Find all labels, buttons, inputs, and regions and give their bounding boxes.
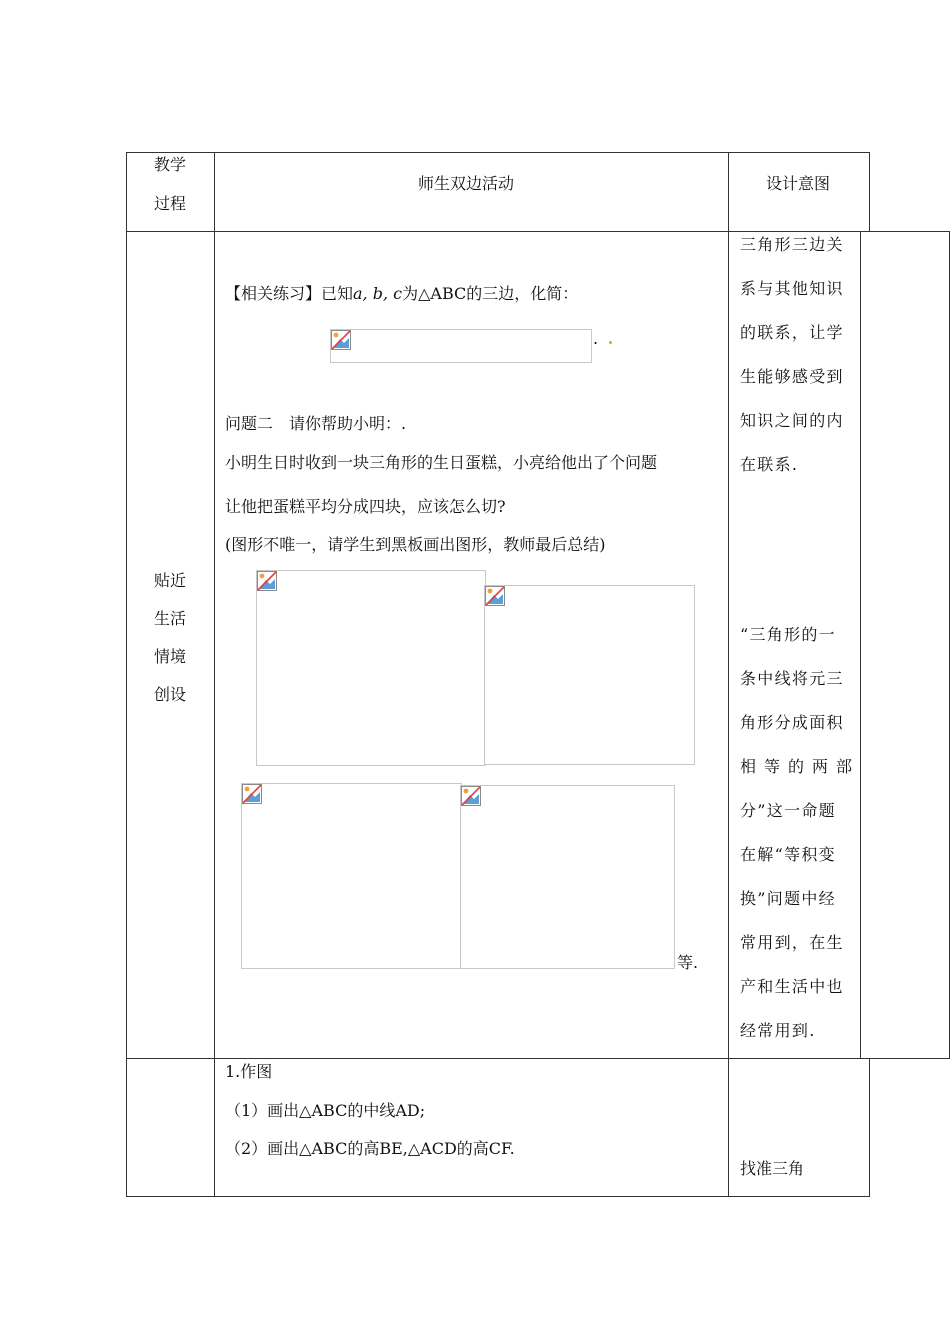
process-label-4: 创设 xyxy=(154,685,187,704)
intent2-line8: 常用到，在生 xyxy=(740,933,844,952)
row1-inner-right-border xyxy=(860,231,861,1059)
exercise-prefix: 【相关练习】已知 xyxy=(225,284,354,303)
process-label-2: 生活 xyxy=(154,609,187,628)
row2-right-border xyxy=(869,1058,870,1197)
broken-image-icon xyxy=(331,330,351,350)
intent2-line7: 换”问题中经 xyxy=(740,889,836,908)
question2-title: 问题二 请你帮助小明：. xyxy=(225,414,407,433)
cake-figure-4 xyxy=(460,785,675,969)
header-process-line2: 过程 xyxy=(154,194,187,213)
question2-line2: 让他把蛋糕平均分成四块，应该怎么切? xyxy=(225,497,506,516)
question2-line1: 小明生日时收到一块三角形的生日蛋糕，小亮给他出了个问题 xyxy=(225,453,658,472)
header-process-line1: 教学 xyxy=(154,155,187,174)
table-top-border xyxy=(126,152,870,153)
intent2-line3: 角形分成面积 xyxy=(740,713,844,732)
col-divider-2 xyxy=(728,152,729,1197)
task-title: 1.作图 xyxy=(225,1062,273,1081)
intent2-line4: 相等的两部 xyxy=(740,757,861,776)
col-divider-1 xyxy=(214,152,215,1197)
intent2-line6: 在解“等积变 xyxy=(740,845,836,864)
row1-bottom-border xyxy=(126,1058,950,1059)
intent1-line3: 的联系，让学 xyxy=(740,323,844,342)
broken-image-icon xyxy=(242,784,262,804)
figures-end: 等. xyxy=(677,953,699,972)
intent1-line4: 生能够感受到 xyxy=(740,367,844,386)
cake-figure-2 xyxy=(484,585,695,765)
intent2-line9: 产和生活中也 xyxy=(740,977,844,996)
intent1-line6: 在联系. xyxy=(740,455,799,474)
intent1-line2: 系与其他知识 xyxy=(740,279,844,298)
intent2-line1: “三角形的一 xyxy=(740,625,836,644)
broken-image-icon xyxy=(257,571,277,591)
intent1-line5: 知识之间的内 xyxy=(740,411,844,430)
related-exercise xyxy=(225,286,578,302)
intent2-line2: 条中线将元三 xyxy=(740,669,844,688)
process-label-3: 情境 xyxy=(154,647,187,666)
intent1-line1: 三角形三边关 xyxy=(740,235,844,254)
header-right-border xyxy=(869,152,870,232)
exercise-tail: . xyxy=(593,329,599,348)
task-1: （1）画出△ABC的中线AD; xyxy=(225,1101,426,1120)
process-label-1: 贴近 xyxy=(154,571,187,590)
orange-mark xyxy=(609,341,612,344)
question2-line3: (图形不唯一，请学生到黑板画出图形，教师最后总结) xyxy=(225,535,606,554)
header-intent: 设计意图 xyxy=(766,174,831,193)
intent2-line10: 经常用到. xyxy=(740,1021,816,1040)
header-bottom-border xyxy=(126,231,950,232)
table-bottom-border xyxy=(126,1196,870,1197)
formula-image xyxy=(330,329,592,363)
task-2: （2）画出△ABC的高BE,△ACD的高CF. xyxy=(225,1139,515,1158)
broken-image-icon xyxy=(485,586,505,606)
cake-figure-1 xyxy=(256,570,486,766)
intent2-line5: 分”这一命题 xyxy=(740,801,836,820)
broken-image-icon xyxy=(461,786,481,806)
exercise-suffix: 为△ABC的三边，化简： xyxy=(402,284,579,303)
header-activity: 师生双边活动 xyxy=(418,174,515,193)
exercise-vars: a, b, c xyxy=(353,284,403,303)
cake-figure-3 xyxy=(241,783,462,969)
row2-intent: 找准三角 xyxy=(740,1159,805,1178)
table-left-border xyxy=(126,152,127,1197)
